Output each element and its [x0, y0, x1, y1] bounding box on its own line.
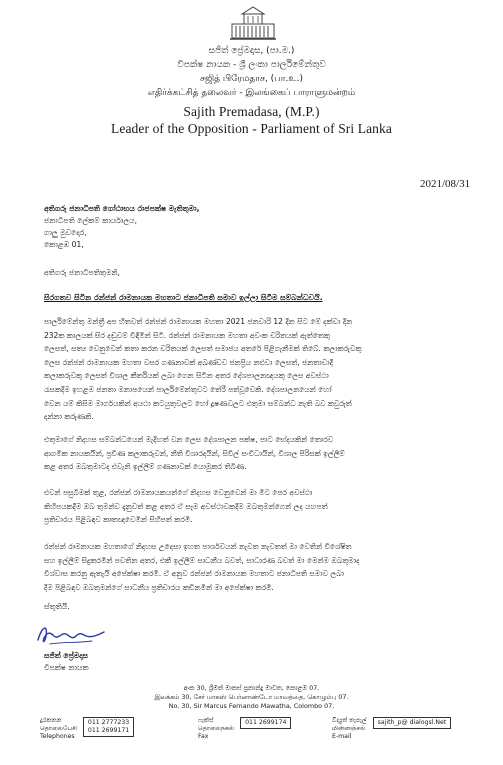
- salutation: අතිගරු ජනාධිපතිතුමනි,: [44, 268, 120, 277]
- email-labels: [332, 717, 367, 741]
- paragraph-line: වෙන යම් කිසිම මාර්ගයකින් අයථා කටයුතුවලට හෝ දූෂණවලට එතුමා සම්බන්ධ නැති බව කවුරුත්: [44, 398, 352, 408]
- paragraph-line: කිහිපයකදීම ඔබ තුමන්ව දැනුවත් කළ අතර ඒ සෑම අවස්ථාවකදීම ඔබතුමන්ගෙන් ලද යහපත්: [44, 501, 328, 511]
- letterhead-name-ta: சஜித் பிரேமதாச, (பா.உ.): [200, 74, 303, 84]
- footer-email: [332, 717, 451, 741]
- footer-telephone: [40, 717, 134, 741]
- telephone-label-si: දුරකතන: [40, 717, 62, 724]
- letterhead-title-ta: எதிர்க்கட்சித் தலைவர் - இலங்கைப் பாராளுமன்றம்: [147, 88, 356, 98]
- footer-address-si: අංක 30, ශ්‍රීමත් මාකස් ප්‍රනාන්දු මාවත, කොළඹ 07.: [183, 684, 320, 692]
- letterhead-name-en: Sajith Premadasa, (M.P.): [183, 104, 320, 119]
- letterhead-title-en: Leader of the Opposition - Parliament of Sri Lanka: [111, 121, 392, 136]
- telephone-2: 011 2699171: [87, 727, 130, 734]
- fax-label-ta: தொலைநகல்: [198, 725, 235, 732]
- letter-date: 2021/08/31: [420, 178, 471, 190]
- paragraph-line: රන්ජන් රාමනායක මහතාගේ නිදහස උදෙසා ඉහත පාර්ශවයන් නැවත නැවතත් මා වෙතින් විශේෂිත: [44, 542, 352, 551]
- fax-labels: [198, 717, 234, 741]
- paragraph-line: දන්නා කරුණකි.: [44, 412, 94, 422]
- paragraph-line: දීම පිළිබඳව ඔබතුමන්ගේ සාධනීය ප්‍රතිචාරය කඩිනමින් මා අපේක්ෂා කරමි.: [44, 582, 274, 592]
- paragraph-line: ප්‍රතිචාරය පිළිබඳව කෘතඥවෙමින් සිහිපත් කරමි.: [44, 515, 193, 525]
- paragraph-line: රැසකදීම ඉහළම ජනතා මනාපයෙන් පාර්ලිමේන්තුවට තේරී පත්වූවෙකි. දේශපාලනයෙන් හෝ: [44, 384, 332, 394]
- paragraph-line: කළ අතර ඔබතුමාටද එවැනි ඉල්ලීම් ගණනාවක් යොමුකර තිබිණ.: [44, 462, 247, 472]
- fax-label-en: Fax: [198, 733, 209, 740]
- letterhead-name-si: සජිත් ප්‍රේමදාස, (පා.ම.): [208, 46, 295, 56]
- email-label-en: E-mail: [332, 733, 352, 740]
- signatory-name: සජිත් ප්‍රේමදාස: [44, 651, 89, 660]
- paragraph-line: එතුමාගේ නිදහස සම්බන්ධයෙන් මැදිහත් වන ලෙස දේශපාලන පක්ෂ, පාට භේදයකින් තොරව: [44, 435, 334, 444]
- recipient-line-2: ජනාධිපති ලේකම් කාර්යාලය,: [44, 216, 138, 225]
- signature-image: [32, 618, 112, 648]
- telephone-label-en: Telephones: [40, 733, 75, 740]
- paragraph-line: සහ ඉල්ලීම් සිදුකරමින් පවතින අතර, එකී ඉල්ලීම් සාධනීය බවත්, සාධාරණ බවත් මා මෙන්ම ඔබතුමාද: [44, 555, 360, 565]
- paragraph-3: [44, 486, 456, 527]
- paragraph-line: පාර්ලිමේන්තු මන්ත්‍රී අප හිතවත් රන්ජන් රාමනායක මහතා 2021 ජනවාරි 12 දින සිට මේ දක්වා දින: [44, 317, 353, 326]
- paragraph-2: [44, 433, 456, 474]
- paragraph-line: ආගමික නායකයින්, ප්‍රවීණ කලාකරුවන්, නීති විශාරදයින්, සිවිල් සංවිධායින්, විශාල පිරිසක් ඉල්ලීම්: [44, 448, 345, 458]
- signatory-title: විපක්ෂ නායක: [44, 663, 89, 672]
- fax-label-si: ෆැක්ස්: [198, 717, 214, 724]
- telephone-labels: [40, 717, 77, 741]
- email-address: sajith_p@ dialogsl.Net: [377, 719, 447, 726]
- recipient-line-4: කොළඹ 01,: [44, 240, 84, 249]
- fax-box: [240, 717, 291, 729]
- letter-subject: සිරගතව සිටින රන්ජන් රාමනායක මහතාට ජනාධිපති සමාව ඉල්ලා සිටීම සම්බන්ධවයි.: [44, 293, 323, 302]
- fax-number: 011 2699174: [245, 719, 287, 726]
- letterhead-title-si: විපක්ෂ නායක - ශ්‍රී ලංකා පාර්ලිමේන්තුව: [177, 60, 326, 70]
- closing-text: ස්තූතියි.: [44, 602, 70, 611]
- email-box: [373, 717, 452, 729]
- footer-address-ta: இலக்கம் 30, சேர் மாகஸ் பெர்னாண்டோ மாவத்தை, கொழும்பு 07.: [154, 693, 349, 701]
- telephone-box: [83, 717, 134, 737]
- paragraph-1: [44, 315, 456, 424]
- email-label-ta: மின்னஞ்சல்: [332, 725, 366, 732]
- recipient-line-1: අතිගරු ජනාධිපති ගෝඨාභය රාජපක්ෂ මැතිතුමා,: [44, 204, 200, 213]
- paragraph-line: විශ්වාස කරනු ඇතැයි අපේක්ෂා කරමි. ඒ අනුව රන්ජන් රාමනායක මහතාට ජනාධිපති සමාව ලබා: [44, 569, 344, 579]
- paragraph-line: එවන් පසුබිමක් තුළ, රන්ජන් රාමනායකයන්ගේ නිදහස වෙනුවෙන් මා මීට පෙර අවස්ථා: [44, 488, 313, 497]
- footer-fax: [198, 717, 291, 741]
- footer-address-en: No. 30, Sir Marcus Fernando Mawatha, Colombo 07.: [168, 702, 335, 710]
- recipient-line-3: ගාලු මුවදොර,: [44, 228, 87, 237]
- email-label-si: විද්‍යුත් තැපැල්: [332, 717, 367, 724]
- paragraph-line: කලාකරුවකු ලෙසත් විශාල කීර්තියක් ලබා ගෙන සිටින අතර දේශපාලනඥයකු ලෙස අවස්ථා: [44, 371, 329, 381]
- telephone-label-ta: தொலைபேசி: [40, 725, 77, 732]
- parliament-building-icon: [230, 4, 276, 42]
- paragraph-4: [44, 540, 456, 594]
- paragraph-line: ලෙස රන්ජන් රාමනායක මහතා වසර ගණනාවක් අඛණ්ඩව ජනප්‍රිය නළුවා ලෙසත්, ජනතාවාදී: [44, 357, 333, 367]
- telephone-1: 011 2777233: [87, 719, 130, 726]
- paragraph-line: ලෙසත්, සත්‍ය වෙනුවෙන් කතා කරන චරිතයක් ලෙසත් සමාජය අතරේ පිළිගැනීමක් තිබේ. කලාකරුවකු: [44, 344, 362, 354]
- paragraph-line: 232ක කාලයක් සිර දඬුවම් විඳිමින් සිටී. රන්ජන් රාමනායක මහතා අවංක චරිතයක් ඇත්තෙකු: [44, 330, 330, 340]
